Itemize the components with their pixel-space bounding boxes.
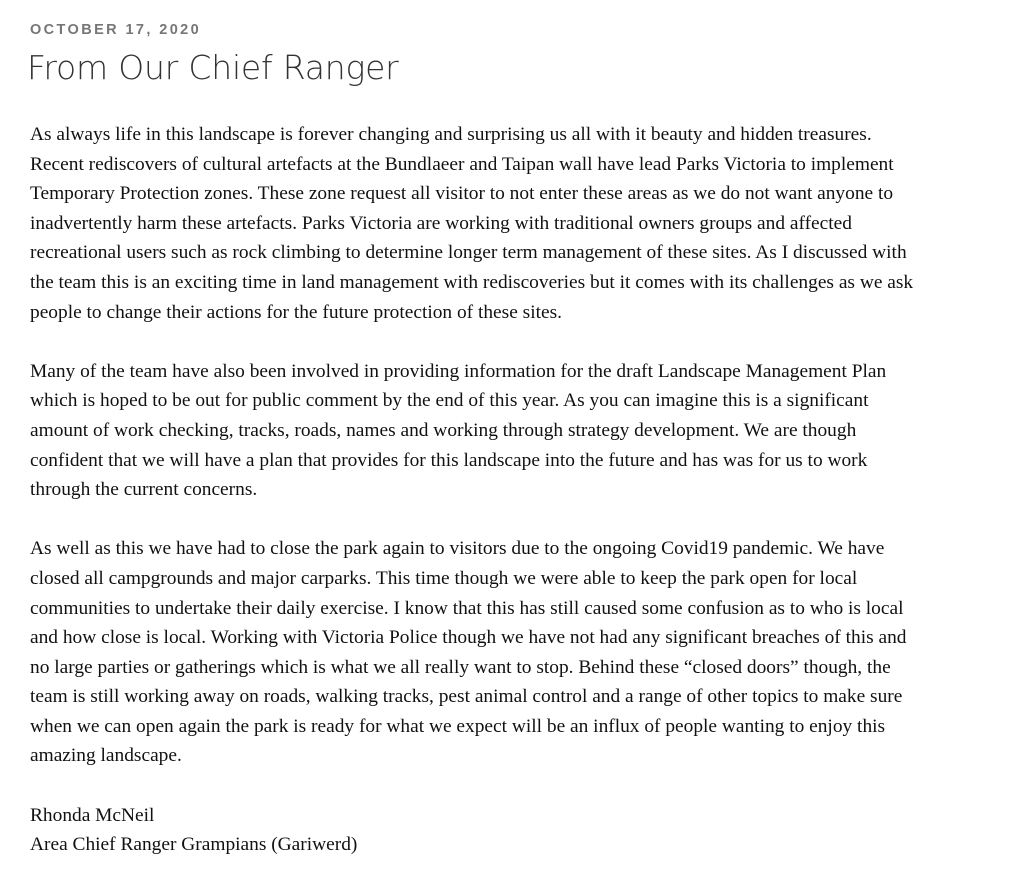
paragraph-temporary-protection <box>30 120 1005 327</box>
text-line: closed all campgrounds and major carparks. This time though we were able to keep the park open for local <box>30 567 858 589</box>
text-line: no large parties or gatherings which is what we all really want to stop. Behind these “closed doors” though, the <box>30 656 891 678</box>
text-line: amazing landscape. <box>30 745 182 767</box>
text-line: amount of work checking, tracks, roads, names and working through strategy development. We are though <box>30 419 857 441</box>
text-line: people to change their actions for the future protection of these sites. <box>30 301 562 323</box>
text-line: which is hoped to be out for public comment by the end of this year. As you can imagine this is a significant <box>30 390 869 412</box>
text-line: inadvertently harm these artefacts. Parks Victoria are working with traditional owners groups and affected <box>30 212 852 234</box>
post-date: OCTOBER 17, 2020 <box>30 22 202 38</box>
paragraph-covid-closure <box>30 534 1005 771</box>
text-line: Recent rediscovers of cultural artefacts at the Bundlaeer and Taipan wall have lead Parks Victoria to implement <box>30 153 894 175</box>
text-line: when we can open again the park is ready for what we expect will be an influx of people wanting to enjoy this <box>30 715 886 737</box>
post-body <box>30 120 1005 889</box>
text-line: team is still working away on roads, walking tracks, pest animal control and a range of other topics to make sure <box>30 686 903 708</box>
signature-block <box>30 801 1005 860</box>
text-line: the team this is an exciting time in land management with rediscoveries but it comes with its challenges as we ask <box>30 271 914 293</box>
text-line: As well as this we have had to close the park again to visitors due to the ongoing Covid19 pandemic. We have <box>30 538 885 560</box>
text-line: Many of the team have also been involved in providing information for the draft Landscape Management Plan <box>30 360 887 382</box>
text-line: As always life in this landscape is forever changing and surprising us all with it beauty and hidden treasures. <box>30 124 872 145</box>
post-title: From Our Chief Ranger <box>27 48 399 87</box>
text-line: through the current concerns. <box>30 479 258 501</box>
text-line: communities to undertake their daily exercise. I know that this has still caused some confusion as to who is local <box>30 597 904 619</box>
text-line: confident that we will have a plan that provides for this landscape into the future and has was for us to work <box>30 449 868 471</box>
author-role: Area Chief Ranger Grampians (Gariwerd) <box>30 834 358 856</box>
author-name: Rhonda McNeil <box>30 804 155 826</box>
paragraph-management-plan <box>30 357 1005 505</box>
text-line: recreational users such as rock climbing to determine longer term management of these sites. As I discussed with <box>30 242 907 264</box>
text-line: Temporary Protection zones. These zone request all visitor to not enter these areas as we do not want anyone to <box>30 183 894 205</box>
text-line: and how close is local. Working with Victoria Police though we have not had any significant breaches of this and <box>30 627 907 649</box>
